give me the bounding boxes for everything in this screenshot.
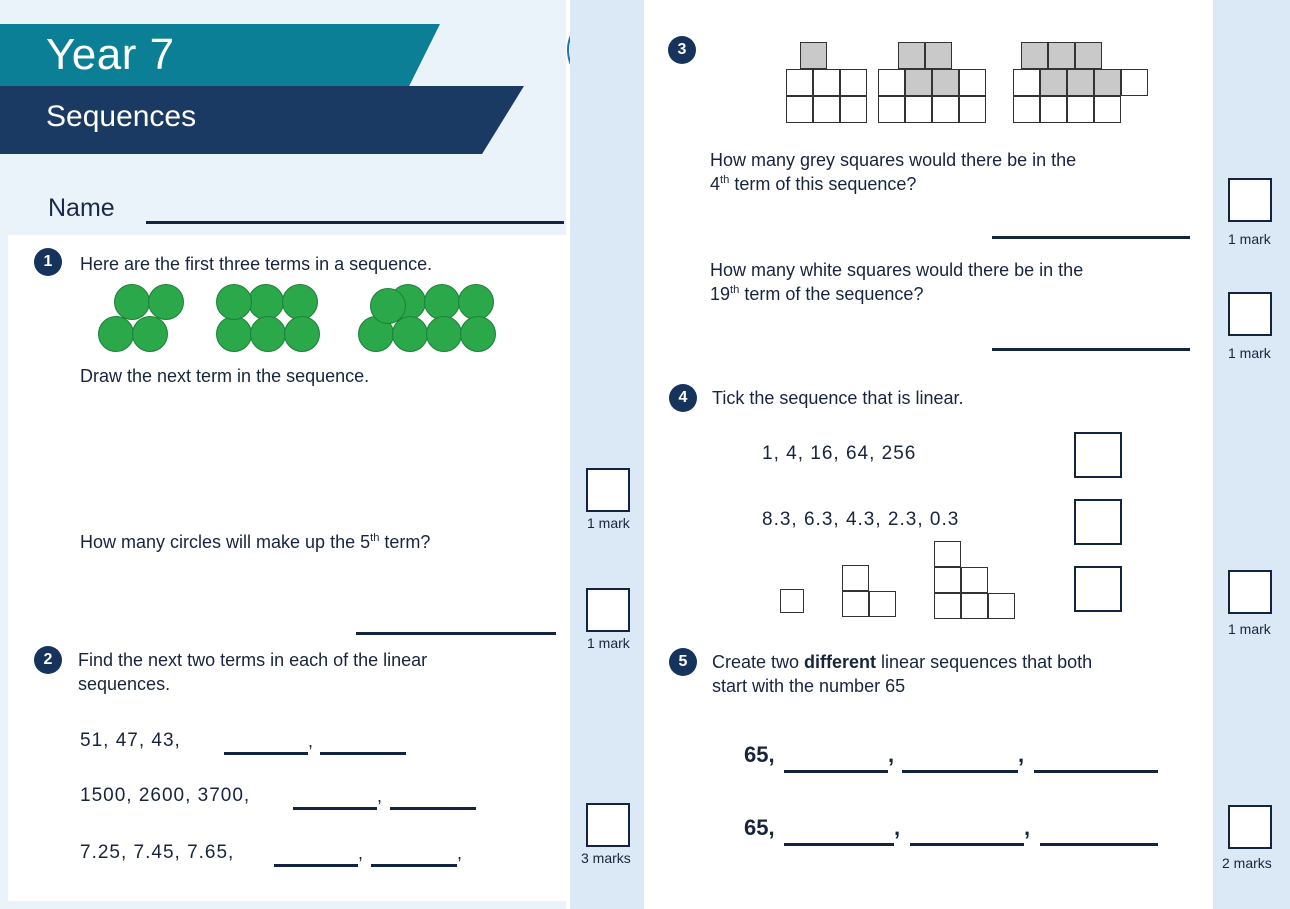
pattern-dot — [460, 316, 496, 352]
q3-answer-line-b[interactable] — [992, 348, 1190, 351]
grid-cell-white — [1013, 69, 1040, 96]
q5-answer-line-1c[interactable] — [1034, 770, 1158, 773]
q5-answer-1-start: 65, — [744, 742, 775, 767]
pattern-dot — [282, 284, 318, 320]
q2-comma-4: , — [457, 843, 463, 863]
q4-tickbox-1[interactable] — [1074, 432, 1122, 478]
q5-comma-1b: , — [1018, 742, 1025, 767]
grid-cell-white — [1121, 69, 1148, 96]
q2-answer-line-3b[interactable] — [371, 864, 457, 867]
q4-shape-cell — [780, 589, 804, 613]
q3-answer-line-a[interactable] — [992, 236, 1190, 239]
mark-label: 1 mark — [1228, 621, 1271, 637]
question-1-text: Here are the first three terms in a sequence. — [80, 254, 433, 274]
question-number-4: 4 — [669, 384, 697, 412]
pattern-dot — [458, 284, 494, 320]
q4-shape-cell — [961, 593, 988, 619]
name-input-line[interactable] — [146, 221, 564, 224]
q2-comma-2: , — [377, 786, 383, 806]
grid-cell-grey — [932, 69, 959, 96]
pattern-dot — [284, 316, 320, 352]
grid-cell-white — [959, 69, 986, 96]
mark-box[interactable] — [586, 803, 630, 847]
grid-cell-grey — [1094, 69, 1121, 96]
page-title-year: Year 7 — [46, 30, 175, 79]
q4-shape-cell — [961, 567, 988, 593]
grid-cell-grey — [1075, 42, 1102, 69]
q4-shape-cell — [934, 593, 961, 619]
pattern-dot — [250, 316, 286, 352]
grid-cell-grey — [1067, 69, 1094, 96]
q4-shape-cell — [934, 541, 961, 567]
page-title-subject: Sequences — [46, 100, 197, 133]
q4-tickbox-2[interactable] — [1074, 499, 1122, 545]
q2-line-2: sequences. — [78, 674, 171, 695]
question-4-text: Tick the sequence that is linear. — [712, 388, 964, 408]
q5-answer-line-1b[interactable] — [902, 770, 1018, 773]
q2-line-1: Find the next two terms in each of the linear — [78, 650, 428, 670]
q4-shape-cell — [934, 567, 961, 593]
q3a-line-2-sup: th — [720, 174, 730, 187]
pattern-dot — [248, 284, 284, 320]
q4-option-2-text: 8.3, 6.3, 4.3, 2.3, 0.3 — [762, 509, 960, 530]
mark-label: 1 mark — [1228, 231, 1271, 247]
grid-cell-white — [1013, 96, 1040, 123]
pattern-dot — [392, 316, 428, 352]
question-2-text — [78, 648, 548, 697]
grid-cell-grey — [1048, 42, 1075, 69]
q3a-line-2-pre: 4 — [710, 174, 721, 195]
grid-cell-white — [813, 69, 840, 96]
q2-answer-line-1b[interactable] — [320, 752, 406, 755]
grid-cell-white — [813, 96, 840, 123]
grid-cell-grey — [800, 42, 827, 69]
q3b-line-2-post: term of the sequence? — [739, 284, 924, 305]
pattern-dot — [216, 284, 252, 320]
grid-cell-white — [1067, 96, 1094, 123]
question-number-1: 1 — [34, 248, 62, 276]
q1-followup-post: term? — [379, 532, 431, 552]
q3b-line-1: How many white squares would there be in the — [710, 260, 1084, 280]
mark-label: 1 mark — [587, 515, 630, 531]
mark-box[interactable] — [1228, 570, 1272, 614]
grid-cell-white — [959, 96, 986, 123]
question-3-part-b — [710, 258, 1180, 307]
pattern-dot — [370, 288, 406, 324]
pattern-dot — [216, 316, 252, 352]
q2-comma-3: , — [358, 843, 364, 863]
grid-cell-grey — [1040, 69, 1067, 96]
grid-cell-white — [932, 96, 959, 123]
q2-answer-line-2b[interactable] — [390, 807, 476, 810]
q2-answer-line-2a[interactable] — [293, 807, 377, 810]
question-1-followup — [80, 530, 550, 554]
question-number-5: 5 — [669, 648, 697, 676]
mark-label: 2 marks — [1222, 855, 1272, 871]
grid-cell-white — [840, 69, 867, 96]
q4-shape-cell — [842, 565, 869, 591]
question-1-draw-instruction: Draw the next term in the sequence. — [80, 366, 370, 386]
q5-answer-line-2c[interactable] — [1040, 843, 1158, 846]
q3a-line-1: How many grey squares would there be in the — [710, 150, 1077, 170]
question-3-part-a — [710, 148, 1180, 197]
q5-answer-2-start: 65, — [744, 815, 775, 840]
question-number-2: 2 — [34, 646, 62, 674]
grid-cell-white — [905, 96, 932, 123]
q1-followup-sup: th — [370, 532, 380, 544]
q5-pre: Create two — [712, 652, 805, 672]
q4-option-1-text: 1, 4, 16, 64, 256 — [762, 443, 917, 464]
pattern-dot — [426, 316, 462, 352]
pattern-dot — [114, 284, 150, 320]
q5-comma-2a: , — [894, 815, 901, 840]
mark-label: 1 mark — [587, 635, 630, 651]
grid-cell-grey — [1021, 42, 1048, 69]
question-5-text — [712, 650, 1192, 699]
grid-cell-white — [1094, 96, 1121, 123]
q1-followup-pre: How many circles will make up the 5 — [80, 532, 371, 552]
q4-tickbox-3[interactable] — [1074, 566, 1122, 612]
q4-shape-cell — [842, 591, 869, 617]
right-marks-column — [1213, 0, 1290, 909]
q5-comma-1a: , — [888, 742, 895, 767]
grid-cell-white — [878, 69, 905, 96]
left-marks-column — [570, 0, 644, 909]
grid-cell-white — [840, 96, 867, 123]
q3b-line-2-pre: 19 — [710, 284, 731, 305]
pattern-dot — [148, 284, 184, 320]
grid-cell-grey — [898, 42, 925, 69]
q5-answer-line-1a[interactable] — [784, 770, 888, 773]
q4-shape-cell — [869, 591, 896, 617]
q3b-line-2-sup: th — [730, 284, 740, 297]
q2-sequence-2: 1500, 2600, 3700, — [80, 785, 251, 806]
name-label: Name — [48, 194, 115, 222]
pattern-dot — [98, 316, 134, 352]
q5-comma-2b: , — [1024, 815, 1031, 840]
grid-cell-grey — [925, 42, 952, 69]
q2-answer-line-1a[interactable] — [224, 752, 308, 755]
mark-label: 3 marks — [581, 850, 631, 866]
grid-cell-white — [786, 96, 813, 123]
q2-comma-1: , — [308, 731, 314, 751]
mark-box[interactable] — [586, 468, 630, 512]
q4-shape-cell — [988, 593, 1015, 619]
grid-cell-white — [786, 69, 813, 96]
q1-answer-line[interactable] — [356, 632, 556, 635]
grid-cell-white — [878, 96, 905, 123]
q2-answer-line-3a[interactable] — [274, 864, 358, 867]
mark-box[interactable] — [1228, 805, 1272, 849]
q5-answer-line-2a[interactable] — [784, 843, 894, 846]
q5-bold: different — [804, 652, 877, 672]
q2-sequence-1: 51, 47, 43, — [80, 730, 181, 751]
pattern-dot — [424, 284, 460, 320]
mark-box[interactable] — [1228, 292, 1272, 336]
q5-line-2: start with the number 65 — [712, 676, 906, 697]
pattern-dot — [132, 316, 168, 352]
mark-box[interactable] — [1228, 178, 1272, 222]
q2-sequence-3: 7.25, 7.45, 7.65, — [80, 842, 235, 863]
q5-post: linear sequences that both — [876, 652, 1093, 672]
q5-answer-line-2b[interactable] — [910, 843, 1024, 846]
mark-box[interactable] — [586, 588, 630, 632]
mark-label: 1 mark — [1228, 345, 1271, 361]
grid-cell-white — [1040, 96, 1067, 123]
q3a-line-2-post: term of this sequence? — [729, 174, 917, 195]
grid-cell-grey — [905, 69, 932, 96]
question-number-3: 3 — [668, 36, 696, 64]
